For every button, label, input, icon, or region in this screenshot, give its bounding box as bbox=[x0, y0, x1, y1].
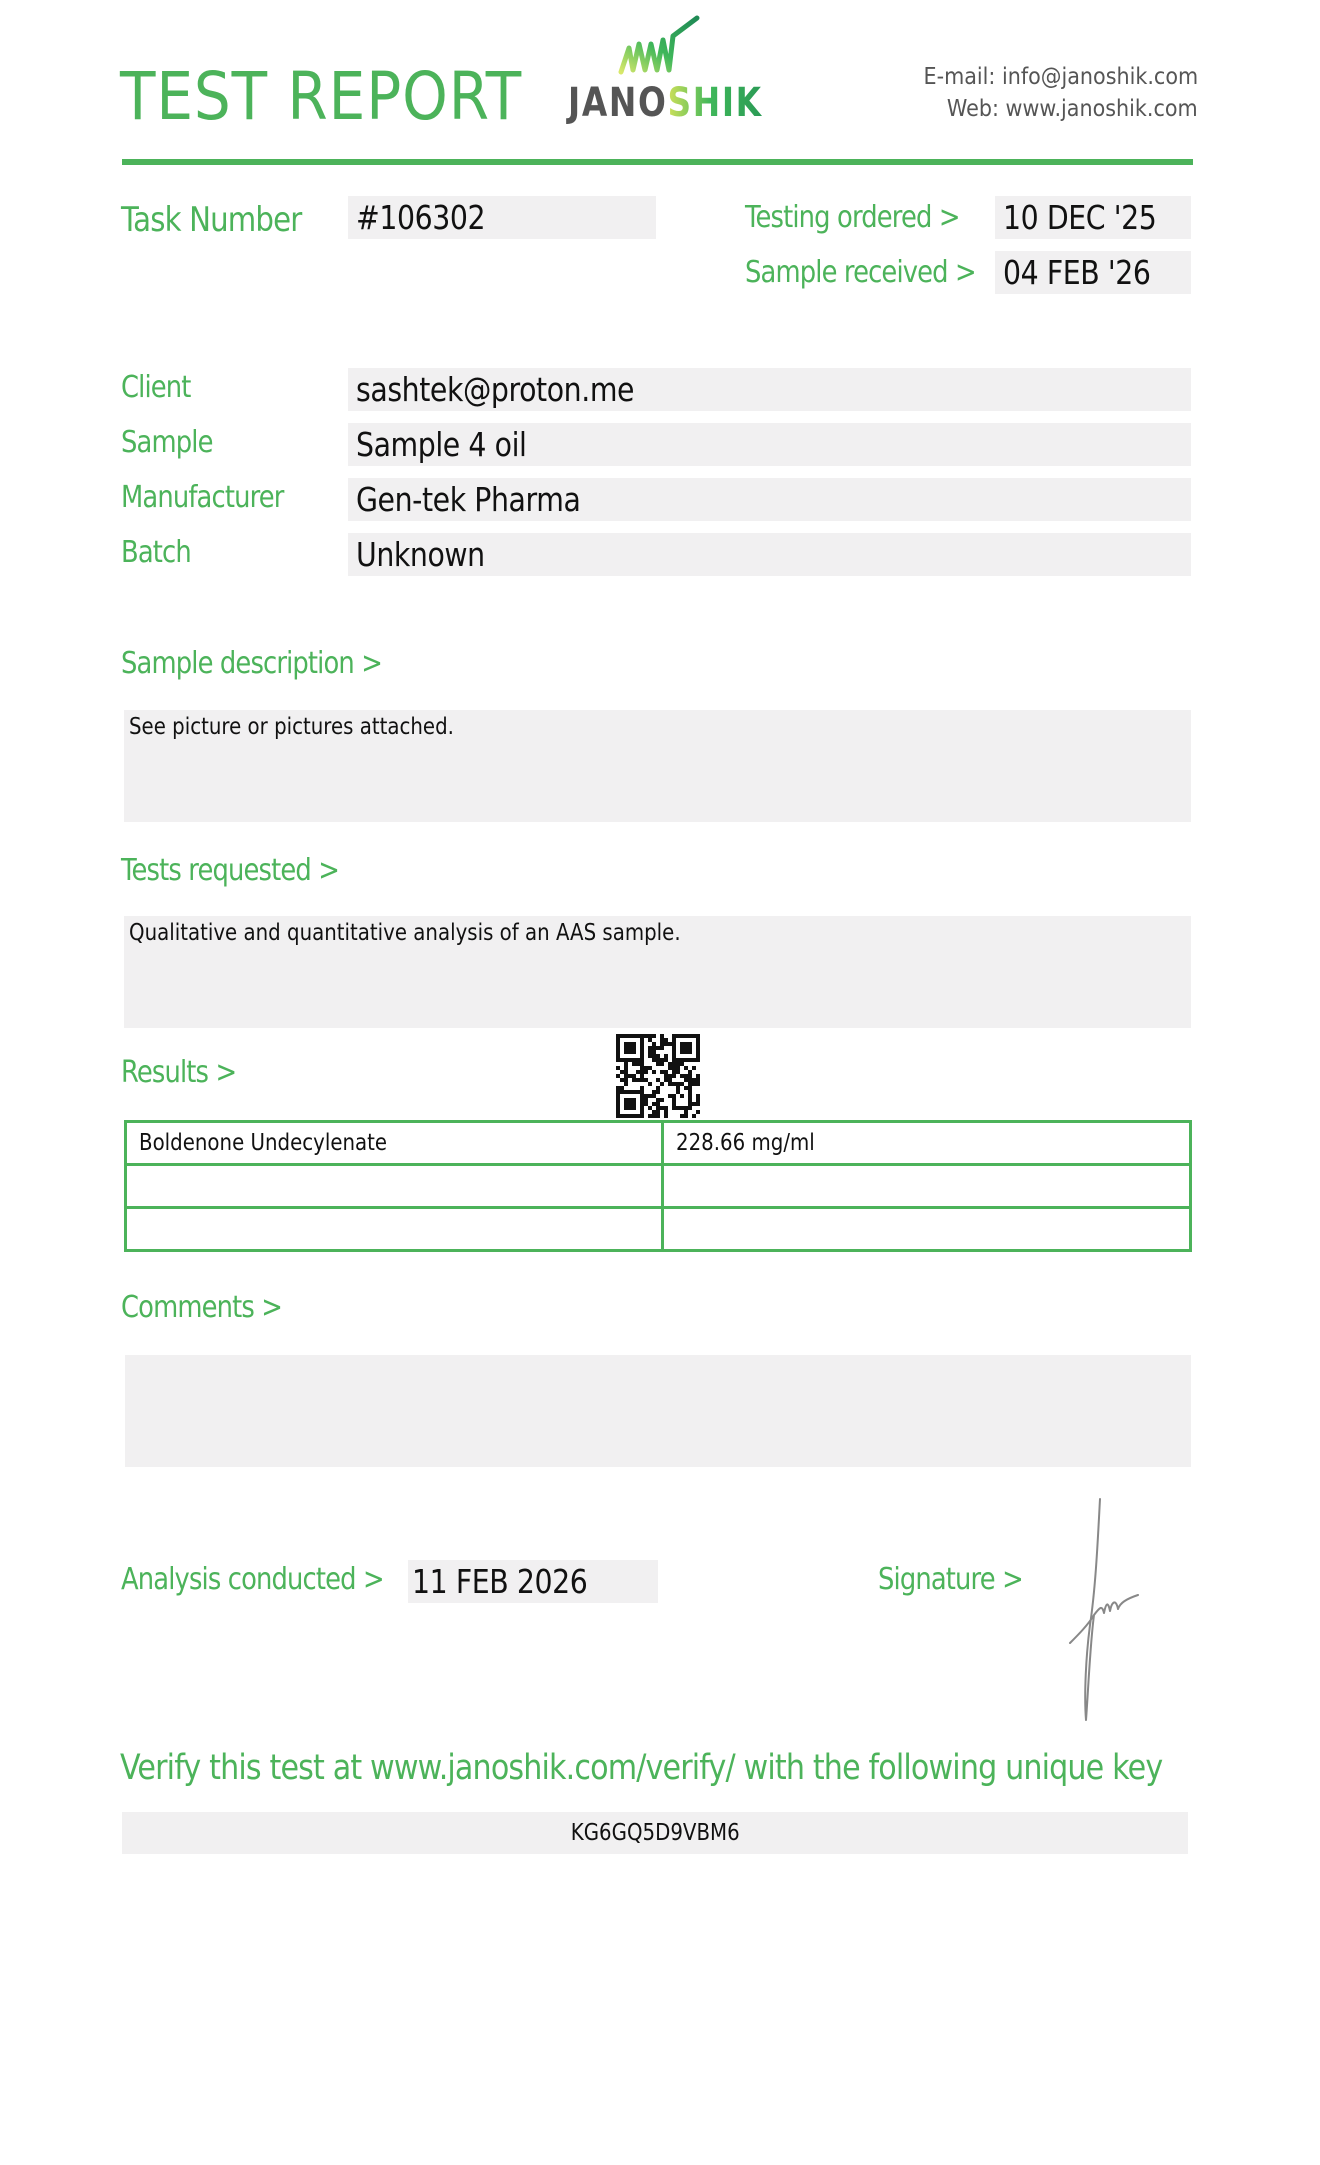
task-number-label: Task Number bbox=[121, 200, 302, 240]
batch-field bbox=[348, 533, 1191, 576]
result-row bbox=[126, 1165, 1191, 1208]
logo-text-dark: JANO bbox=[568, 80, 668, 126]
header-divider bbox=[122, 159, 1193, 165]
result-substance-cell bbox=[126, 1165, 663, 1208]
verify-key-field bbox=[122, 1812, 1188, 1854]
signature-label: Signature > bbox=[878, 1562, 1023, 1597]
janoshik-logo bbox=[565, 14, 763, 126]
sample-label: Sample bbox=[121, 425, 213, 460]
manufacturer-label: Manufacturer bbox=[121, 480, 284, 515]
verify-instructions: Verify this test at www.janoshik.com/verify/ with the following unique key bbox=[120, 1748, 1163, 1788]
result-substance-cell bbox=[126, 1122, 663, 1165]
testing-ordered-value: 10 DEC '25 bbox=[1003, 198, 1157, 237]
manufacturer-field bbox=[348, 478, 1191, 521]
result-row bbox=[126, 1208, 1191, 1251]
result-amount-cell bbox=[663, 1208, 1191, 1251]
sample-value: Sample 4 oil bbox=[356, 425, 527, 464]
batch-value: Unknown bbox=[356, 535, 485, 574]
batch-label: Batch bbox=[121, 535, 191, 570]
client-value: sashtek@proton.me bbox=[356, 370, 635, 409]
sample-description-box bbox=[124, 710, 1191, 822]
result-amount: 228.66 mg/ml bbox=[676, 1130, 815, 1156]
manufacturer-value: Gen-tek Pharma bbox=[356, 480, 581, 519]
result-substance: Boldenone Undecylenate bbox=[139, 1130, 388, 1156]
task-number-value: #106302 bbox=[356, 198, 486, 237]
analysis-conducted-field bbox=[408, 1560, 658, 1603]
analysis-conducted-label: Analysis conducted > bbox=[121, 1562, 384, 1597]
results-heading: Results > bbox=[121, 1055, 237, 1090]
analysis-conducted-value: 11 FEB 2026 bbox=[412, 1562, 588, 1601]
janoshik-chart-logo-icon bbox=[615, 14, 705, 76]
result-substance-cell bbox=[126, 1208, 663, 1251]
logo-text-green: SHIK bbox=[667, 80, 763, 126]
sample-received-value: 04 FEB '26 bbox=[1003, 253, 1151, 292]
client-label: Client bbox=[121, 370, 191, 405]
comments-box bbox=[125, 1355, 1191, 1467]
contact-email: E-mail: info@janoshik.com bbox=[923, 64, 1198, 90]
handwritten-signature-icon bbox=[1060, 1495, 1160, 1725]
tests-requested-text: Qualitative and quantitative analysis of an AAS sample. bbox=[129, 920, 681, 946]
result-amount-cell bbox=[663, 1165, 1191, 1208]
report-title: TEST REPORT bbox=[120, 58, 523, 135]
tests-requested-heading: Tests requested > bbox=[121, 853, 339, 888]
results-table bbox=[124, 1120, 1192, 1252]
verify-key-value[interactable]: KG6GQ5D9VBM6 bbox=[570, 1820, 740, 1846]
sample-field bbox=[348, 423, 1191, 466]
testing-ordered-label: Testing ordered > bbox=[745, 200, 960, 235]
result-amount-cell bbox=[663, 1122, 1191, 1165]
testing-ordered-field bbox=[995, 196, 1191, 239]
contact-web: Web: www.janoshik.com bbox=[947, 96, 1198, 122]
result-row bbox=[126, 1122, 1191, 1165]
comments-heading: Comments > bbox=[121, 1290, 283, 1325]
sample-received-field bbox=[995, 251, 1191, 294]
client-field bbox=[348, 368, 1191, 411]
sample-description-text: See picture or pictures attached. bbox=[129, 714, 454, 740]
sample-received-label: Sample received > bbox=[745, 255, 976, 290]
tests-requested-box bbox=[124, 916, 1191, 1028]
task-number-field bbox=[348, 196, 656, 239]
qr-code-icon[interactable] bbox=[616, 1034, 700, 1118]
sample-description-heading: Sample description > bbox=[121, 646, 383, 681]
